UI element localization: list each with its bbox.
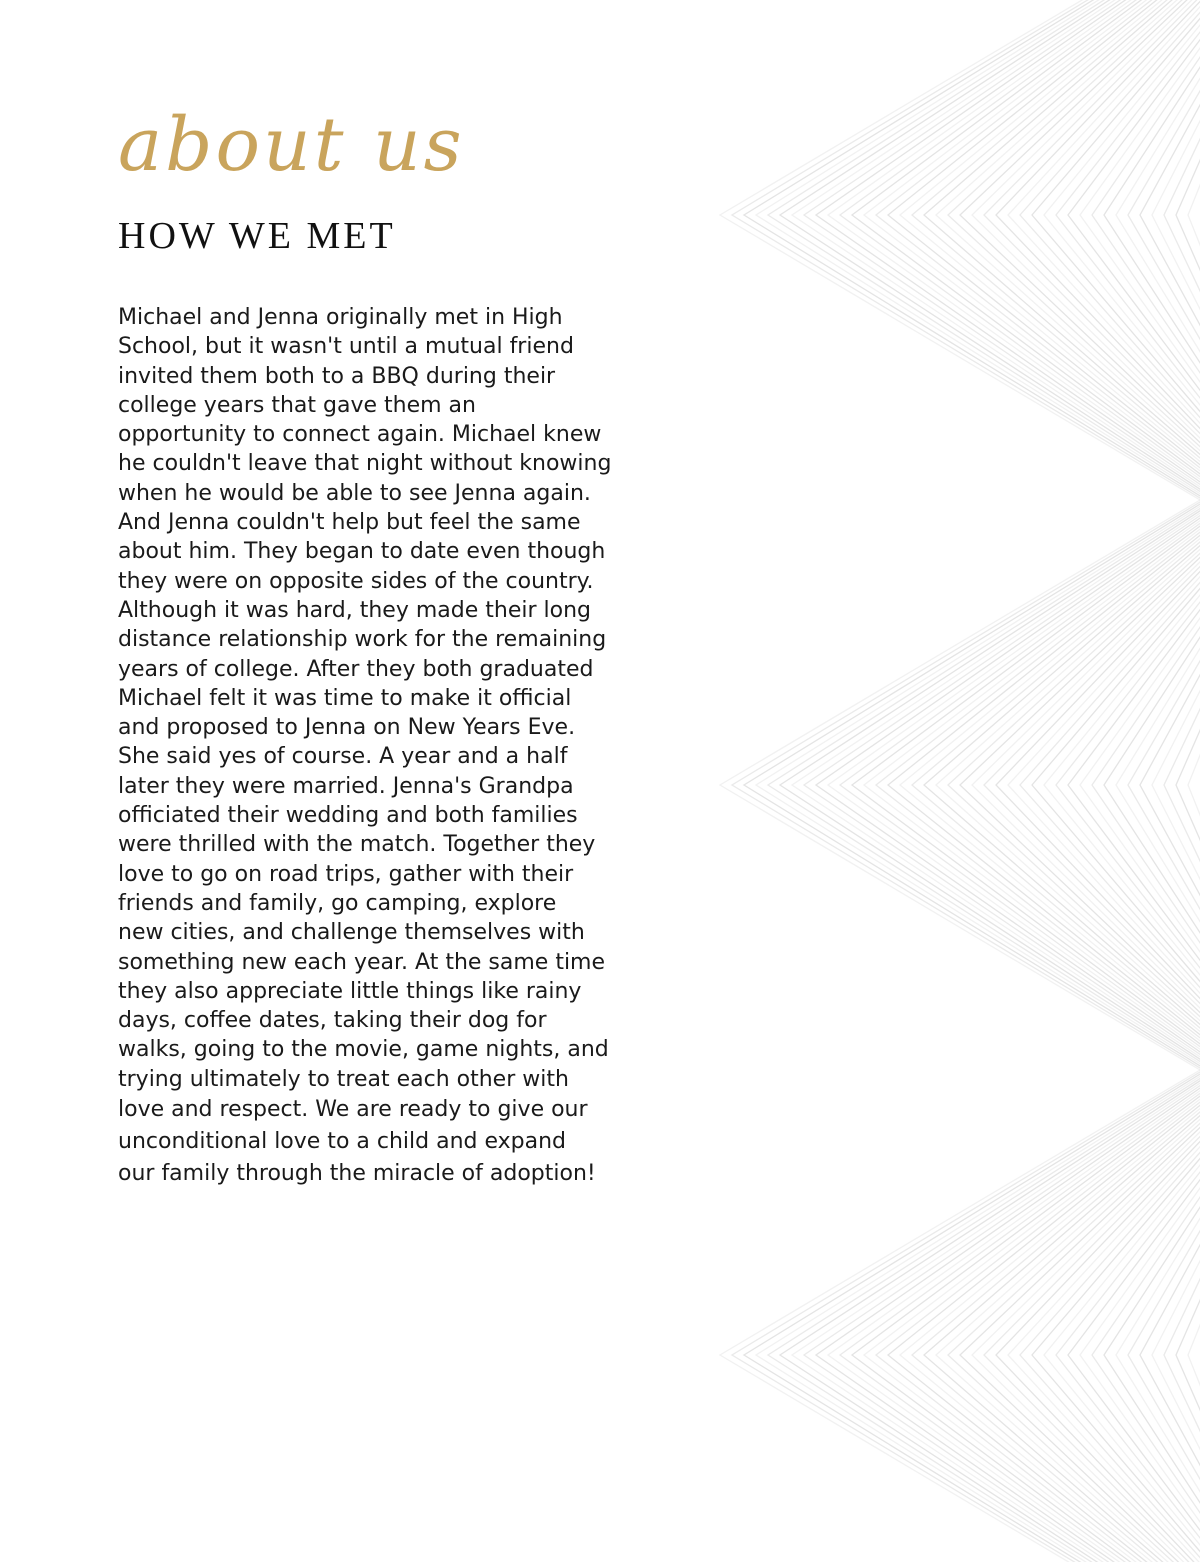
body-line: he couldn't leave that night without knowing <box>118 451 612 477</box>
body-line: later they were married. Jenna's Grandpa <box>118 773 574 799</box>
body-line: our family through the miracle of adoption! <box>118 1161 596 1187</box>
body-line: they were on opposite sides of the country. <box>118 568 594 594</box>
section-heading: HOW WE MET <box>118 215 396 257</box>
body-line: Michael and Jenna originally met in High <box>118 305 563 330</box>
body-line: invited them both to a BBQ during their <box>118 363 556 389</box>
body-line: something new each year. At the same time <box>118 949 606 975</box>
script-title: about us <box>118 102 465 188</box>
body-line: unconditional love to a child and expand <box>118 1129 566 1155</box>
body-line: were thrilled with the match. Together they <box>118 832 596 858</box>
body-line: friends and family, go camping, explore <box>118 890 557 916</box>
body-line: and proposed to Jenna on New Years Eve. <box>118 715 576 741</box>
body-line: opportunity to connect again. Michael knew <box>118 422 602 448</box>
body-line: walks, going to the movie, game nights, and <box>118 1037 609 1063</box>
body-line: love to go on road trips, gather with their <box>118 861 574 887</box>
body-line: love and respect. We are ready to give our <box>118 1097 588 1123</box>
body-line: Although it was hard, they made their long <box>118 597 591 623</box>
body-line: college years that gave them an <box>118 392 476 418</box>
body-paragraph <box>118 303 658 1190</box>
body-line: about him. They began to date even though <box>118 539 606 565</box>
body-line: days, coffee dates, taking their dog for <box>118 1008 547 1034</box>
body-line: School, but it wasn't until a mutual friend <box>118 334 574 360</box>
chevron-pattern-icon <box>700 0 1200 1562</box>
body-line: officiated their wedding and both families <box>118 803 578 829</box>
body-line: She said yes of course. A year and a half <box>118 744 568 770</box>
body-line: years of college. After they both graduated <box>118 656 594 682</box>
body-line: And Jenna couldn't help but feel the same <box>118 510 581 536</box>
body-line: Michael felt it was time to make it official <box>118 685 572 711</box>
body-line: when he would be able to see Jenna again. <box>118 480 591 506</box>
body-line: trying ultimately to treat each other with <box>118 1066 569 1092</box>
body-line: distance relationship work for the remaining <box>118 627 607 653</box>
body-line: new cities, and challenge themselves with <box>118 920 585 946</box>
body-line: they also appreciate little things like rainy <box>118 978 582 1004</box>
